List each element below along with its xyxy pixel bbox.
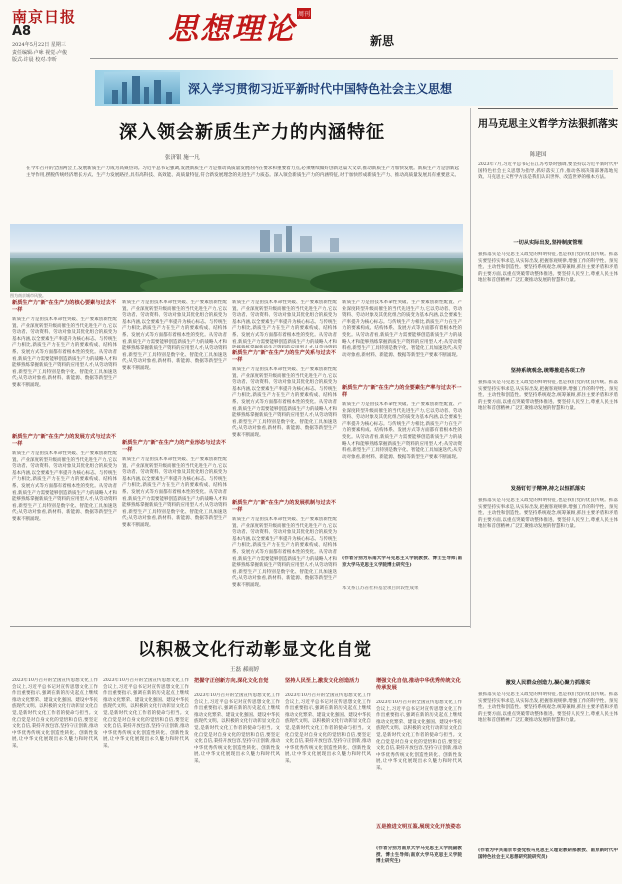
banner-title: 深入学习贯彻习近平新时代中国特色社会主义思想 [188,82,453,96]
right-body-2: 狠抓落实是马克思主义政党的鲜明特征,也是我们党的优良传统。抓落实要坚持实事求是,从实际出发,把握客观规律,增强工作的科学性、预见性、主动性和创造性。要坚持系统观念,统筹兼顾,抓住主要矛盾和矛盾的主要方面,以重点突破带动整体推进。要坚持人民至上,尊重人民主体地位和首创精神,广泛汇聚推动发展的智慧和力量。 [478,380,618,412]
second-body-col-3: 2023年10月召开的全国宣传思想文化工作会议上,习近平总书记对宣传思想文化工作作出重要指示,强调在新的历史起点上继续推动文化繁荣、建设文化强国、建设中华民族现代文明。以积极的文化行动彰显文化自觉,是新时代文化工作者的使命与担当。文化自觉是对自身文化的觉悟和自信,要坚定文化自信,秉持开放包容,坚持守正创新,推动中华优秀传统文化创造性转化、创新性发展,让中华文化展现出永久魅力和时代风采。 [194,693,280,764]
right-body-4: 狠抓落实是马克思主义政党的鲜明特征,也是我们党的优良传统。抓落实要坚持实事求是,从实际出发,把握客观规律,增强工作的科学性、预见性、主动性和创造性。要坚持系统观念,统筹兼顾,抓住主要矛盾和矛盾的主要方面,以重点突破带动整体推进。要坚持人民至上,尊重人民主体地位和首创精神,广泛汇聚推动发展的智慧和力量。 [478,692,618,724]
right-article-byline: 陈建国 [530,152,547,158]
photo-caption: 图为南京城市风貌。 [10,293,46,298]
second-subhead-2: 坚持人民至上,激发文化创造活力 [285,678,360,684]
page-number: A8 [12,24,32,39]
right-subhead-3: 发扬钉钉子精神,持之以恒抓落实 [510,486,586,492]
weekly-tag: 周刊 [297,8,311,19]
article-divider [10,626,470,627]
main-body-col-4b: 新质生产力是由技术革命性突破、生产要素创新性配置、产业深度转型升级而催生的当代先进生产力,它以劳动者、劳动资料、劳动对象及其优化组合的质变为基本内涵,以全要素生产率提升为核心标志。与传统生产力相比,新质生产力在生产力的要素构成、结构体系、发展方式等方面都有着根本性的变化。从劳动者看,新质生产力需要能够创造新质生产力的战略人才和能够熟练掌握新质生产资料的应用型人才;从劳动资料看,新型生产工具特别是数字化、智能化工具加速迭代;从劳动对象看,新材料、新能源、数据等新型生产要素不断涌现。 [342,402,462,460]
right-subhead-4: 激发人民群众创造力,凝心聚力抓落实 [505,680,591,686]
right-author-note: (作者为中共南京市委党校马克思主义理论教研部教授、南京新时代中国特色社会主义思想研究院研究员) [478,848,618,860]
second-body-col-1: 2023年10月召开的全国宣传思想文化工作会议上,习近平总书记对宣传思想文化工作作出重要指示,强调在新的历史起点上继续推动文化繁荣、建设文化强国、建设中华民族现代文明。以积极的文化行动彰显文化自觉,是新时代文化工作者的使命与担当。文化自觉是对自身文化的觉悟和自信,要坚定文化自信,秉持开放包容,坚持守正创新,推动中华优秀传统文化创造性转化、创新性发展,让中华文化展现出永久魅力和时代风采。 [12,678,98,749]
main-body-col-3b: 新质生产力是由技术革命性突破、生产要素创新性配置、产业深度转型升级而催生的当代先进生产力,它以劳动者、劳动资料、劳动对象及其优化组合的质变为基本内涵,以全要素生产率提升为核心标志。与传统生产力相比,新质生产力在生产力的要素构成、结构体系、发展方式等方面都有着根本性的变化。从劳动者看,新质生产力需要能够创造新质生产力的战略人才和能够熟练掌握新质生产资料的应用型人才;从劳动资料看,新型生产工具特别是数字化、智能化工具加速迭代;从劳动对象看,新材料、新能源、数据等新型生产要素不断涌现。 [232,367,337,438]
editor-info: 责任编辑:卢咏 视觉:卢俊 [12,50,67,56]
second-author-note: (作者分别为南京大学马克思主义学院副教授、博士生导师;南京大学马克思主义学院博士研究生) [376,846,462,865]
second-body-col-5: 2023年10月召开的全国宣传思想文化工作会议上,习近平总书记对宣传思想文化工作作出重要指示,强调在新的历史起点上继续推动文化繁荣、建设文化强国、建设中华民族现代文明。以积极的文化行动彰显文化自觉,是新时代文化工作者的使命与担当。文化自觉是对自身文化的觉悟和自信,要坚定文化自信,秉持开放包容,坚持守正创新,推动中华优秀传统文化创造性转化、创新性发展,让中华文化展现出永久魅力和时代风采。 [376,700,462,771]
right-article-title: 用马克思主义哲学方法狠抓落实 [478,119,618,130]
main-subhead-5: 新质生产力"新"在生产力的发展机制与过去不一样 [232,500,336,513]
second-body-col-2: 2023年10月召开的全国宣传思想文化工作会议上,习近平总书记对宣传思想文化工作作出重要指示,强调在新的历史起点上继续推动文化繁荣、建设文化强国、建设中华民族现代文明。以积极的文化行动彰显文化自觉,是新时代文化工作者的使命与担当。文化自觉是对自身文化的觉悟和自信,要坚定文化自信,秉持开放包容,坚持守正创新,推动中华优秀传统文化创造性转化、创新性发展,让中华文化展现出永久魅力和时代风采。 [103,678,189,749]
main-subhead-2: 新质生产力"新"在生产力的发展方式与过去不一样 [12,434,116,447]
right-subhead-2: 坚持系统观念,统筹推进各项工作 [510,368,586,374]
lakeside-city-photo [10,224,463,292]
column-divider [470,108,471,628]
main-body-col-3: 新质生产力是由技术革命性突破、生产要素创新性配置、产业深度转型升级而催生的当代先进生产力,它以劳动者、劳动资料、劳动对象及其优化组合的质变为基本内涵,以全要素生产率提升为核心标志。与传统生产力相比,新质生产力在生产力的要素构成、结构体系、发展方式等方面都有着根本性的变化。从劳动者看,新质生产力需要能够创造新质生产力的战略人才和 [232,300,337,345]
second-article-byline: 王磊 郝雨婷 [230,667,260,673]
section-name: 新思 [370,34,395,48]
main-body-col-1b: 新质生产力是由技术革命性突破、生产要素创新性配置、产业深度转型升级而催生的当代先进生产力,它以劳动者、劳动资料、劳动对象及其优化组合的质变为基本内涵,以全要素生产率提升为核心标志。与传统生产力相比,新质生产力在生产力的要素构成、结构体系、发展方式等方面都有着根本性的变化。从劳动者看,新质生产力需要能够创造新质生产力的战略人才和能够熟练掌握新质生产资料的应用型人才;从劳动资料看,新型生产工具特别是数字化、智能化工具加速迭代;从劳动对象看,新材料、新能源、数据等新型生产要素不断涌现。 [12,451,117,522]
right-article-top-rule [478,108,618,109]
right-article-lead: 2023年7月,习近平总书记在江苏考察时强调,要坚持以习近平新时代中国特色社会主义思想为指导,抓好落实工作,推动各项决策部署落地见效。马克思主义哲学方法是我们认识世界、改造世界的根本方法。 [478,162,618,181]
main-subhead-6: 新质生产力"新"在生产力的全要素生产率与过去不一样 [342,385,462,398]
main-article-byline: 张济银 施一凡 [165,155,200,161]
main-body-col-1: 新质生产力是由技术革命性突破、生产要素创新性配置、产业深度转型升级而催生的当代先进生产力,它以劳动者、劳动资料、劳动对象及其优化组合的质变为基本内涵,以全要素生产率提升为核心标志。与传统生产力相比,新质生产力在生产力的要素构成、结构体系、发展方式等方面都有着根本性的变化。从劳动者看,新质生产力需要能够创造新质生产力的战略人才和能够熟练掌握新质生产资料的应用型人才;从劳动资料看,新型生产工具特别是数字化、智能化工具加速迭代;从劳动对象看,新材料、新能源、数据等新型生产要素不断涌现。 [12,317,117,388]
main-subhead-4: 新质生产力"新"在生产力的生产关系与过去不一样 [232,350,336,363]
layout-info: 版式:许晨 校对:李昕 [12,57,57,63]
main-body-col-4: 新质生产力是由技术革命性突破、生产要素创新性配置、产业深度转型升级而催生的当代先进生产力,它以劳动者、劳动资料、劳动对象及其优化组合的质变为基本内涵,以全要素生产率提升为核心标志。与传统生产力相比,新质生产力在生产力的要素构成、结构体系、发展方式等方面都有着根本性的变化。从劳动者看,新质生产力需要能够创造新质生产力的战略人才和能够熟练掌握新质生产资料的应用型人才;从劳动资料看,新型生产工具特别是数字化、智能化工具加速迭代;从劳动对象看,新材料、新能源、数据等新型生产要素不断涌现。 [342,300,462,358]
second-body-col-4: 2023年10月召开的全国宣传思想文化工作会议上,习近平总书记对宣传思想文化工作作出重要指示,强调在新的历史起点上继续推动文化繁荣、建设文化强国、建设中华民族现代文明。以积极的文化行动彰显文化自觉,是新时代文化工作者的使命与担当。文化自觉是对自身文化的觉悟和自信,要坚定文化自信,秉持开放包容,坚持守正创新,推动中华优秀传统文化创造性转化、创新性发展,让中华文化展现出永久魅力和时代风采。 [285,693,371,764]
second-article-title: 以积极文化行动彰显文化自觉 [138,640,372,660]
right-body-1: 狠抓落实是马克思主义政党的鲜明特征,也是我们党的优良传统。抓落实要坚持实事求是,从实际出发,把握客观规律,增强工作的科学性、预见性、主动性和创造性。要坚持系统观念,统筹兼顾,抓住主要矛盾和矛盾的主要方面,以重点突破带动整体推进。要坚持人民至上,尊重人民主体地位和首创精神,广泛汇聚推动发展的智慧和力量。 [478,252,618,284]
masthead-divider [90,58,618,59]
second-subhead-4: 五是推进文明互鉴,展现文化开放姿态 [376,824,461,830]
right-subhead-1: 一切从实际出发,坚持制度管理 [513,240,583,246]
main-body-col-3c: 新质生产力是由技术革命性突破、生产要素创新性配置、产业深度转型升级而催生的当代先进生产力,它以劳动者、劳动资料、劳动对象及其优化组合的质变为基本内涵,以全要素生产率提升为核心标志。与传统生产力相比,新质生产力在生产力的要素构成、结构体系、发展方式等方面都有着根本性的变化。从劳动者看,新质生产力需要能够创造新质生产力的战略人才和能够熟练掌握新质生产资料的应用型人才;从劳动资料看,新型生产工具特别是数字化、智能化工具加速迭代;从劳动对象看,新材料、新能源、数据等新型生产要素不断涌现。 [232,517,337,588]
banner-skyline-image [104,72,180,104]
right-body-3: 狠抓落实是马克思主义政党的鲜明特征,也是我们党的优良传统。抓落实要坚持实事求是,从实际出发,把握客观规律,增强工作的科学性、预见性、主动性和创造性。要坚持系统观念,统筹兼顾,抓住主要矛盾和矛盾的主要方面,以重点突破带动整体推进。要坚持人民至上,尊重人民主体地位和首创精神,广泛汇聚推动发展的智慧和力量。 [478,498,618,530]
main-body-col-2: 新质生产力是由技术革命性突破、生产要素创新性配置、产业深度转型升级而催生的当代先进生产力,它以劳动者、劳动资料、劳动对象及其优化组合的质变为基本内涵,以全要素生产率提升为核心标志。与传统生产力相比,新质生产力在生产力的要素构成、结构体系、发展方式等方面都有着根本性的变化。从劳动者看,新质生产力需要能够创造新质生产力的战略人才和能够熟练掌握新质生产资料的应用型人才;从劳动资料看,新型生产工具特别是数字化、智能化工具加速迭代;从劳动对象看,新材料、新能源、数据等新型生产要素不断涌现。 [122,300,227,371]
main-body-col-2b: 新质生产力是由技术革命性突破、生产要素创新性配置、产业深度转型升级而催生的当代先进生产力,它以劳动者、劳动资料、劳动对象及其优化组合的质变为基本内涵,以全要素生产率提升为核心标志。与传统生产力相比,新质生产力在生产力的要素构成、结构体系、发展方式等方面都有着根本性的变化。从劳动者看,新质生产力需要能够创造新质生产力的战略人才和能够熟练掌握新质生产资料的应用型人才;从劳动资料看,新型生产工具特别是数字化、智能化工具加速迭代;从劳动对象看,新材料、新能源、数据等新型生产要素不断涌现。 [122,457,227,528]
main-article-lead: 在今年召开的全国两会上,发展新质生产力成为高频热词。习近平总书记强调,发展新质生产力是推动高质量发展的内在要求和重要着力点,必须继续做好创新这篇大文章,推动新质生产力加快发展。新质生产力是创新起主导作用,摆脱传统经济增长方式、生产力发展路径,具有高科技、高效能、高质量特征,符合新发展理念的先进生产力质态。深入领会新质生产力的内涵特征,对于加快形成新质生产力、推动高质量发展具有重要意义。 [26,166,460,178]
main-article-title: 深入领会新质生产力的内涵特征 [119,122,385,143]
main-subhead-3: 新质生产力"新"在生产力的产业形态与过去不一样 [122,440,226,453]
main-subhead-1: 新质生产力"新"在生产力的核心要素与过去不一样 [12,300,116,313]
newspaper-logo: 南京日报 [12,8,77,26]
main-author-note: (作者分别为东南大学马克思主义学院教授、博士生导师;南京大学马克思主义学院博士研究生) [342,556,462,568]
main-fund-note: 本文系江苏省社科基金项目阶段性成果 [342,586,419,591]
second-subhead-1: 把握守正创新方向,深化文化自觉 [194,678,269,684]
issue-date: 2024年5月22日 星期三 [12,42,66,48]
second-subhead-3: 增强文化自信,推动中华优秀传统文化传承发展 [376,678,461,691]
section-brand-title: 思想理论 [168,12,296,47]
